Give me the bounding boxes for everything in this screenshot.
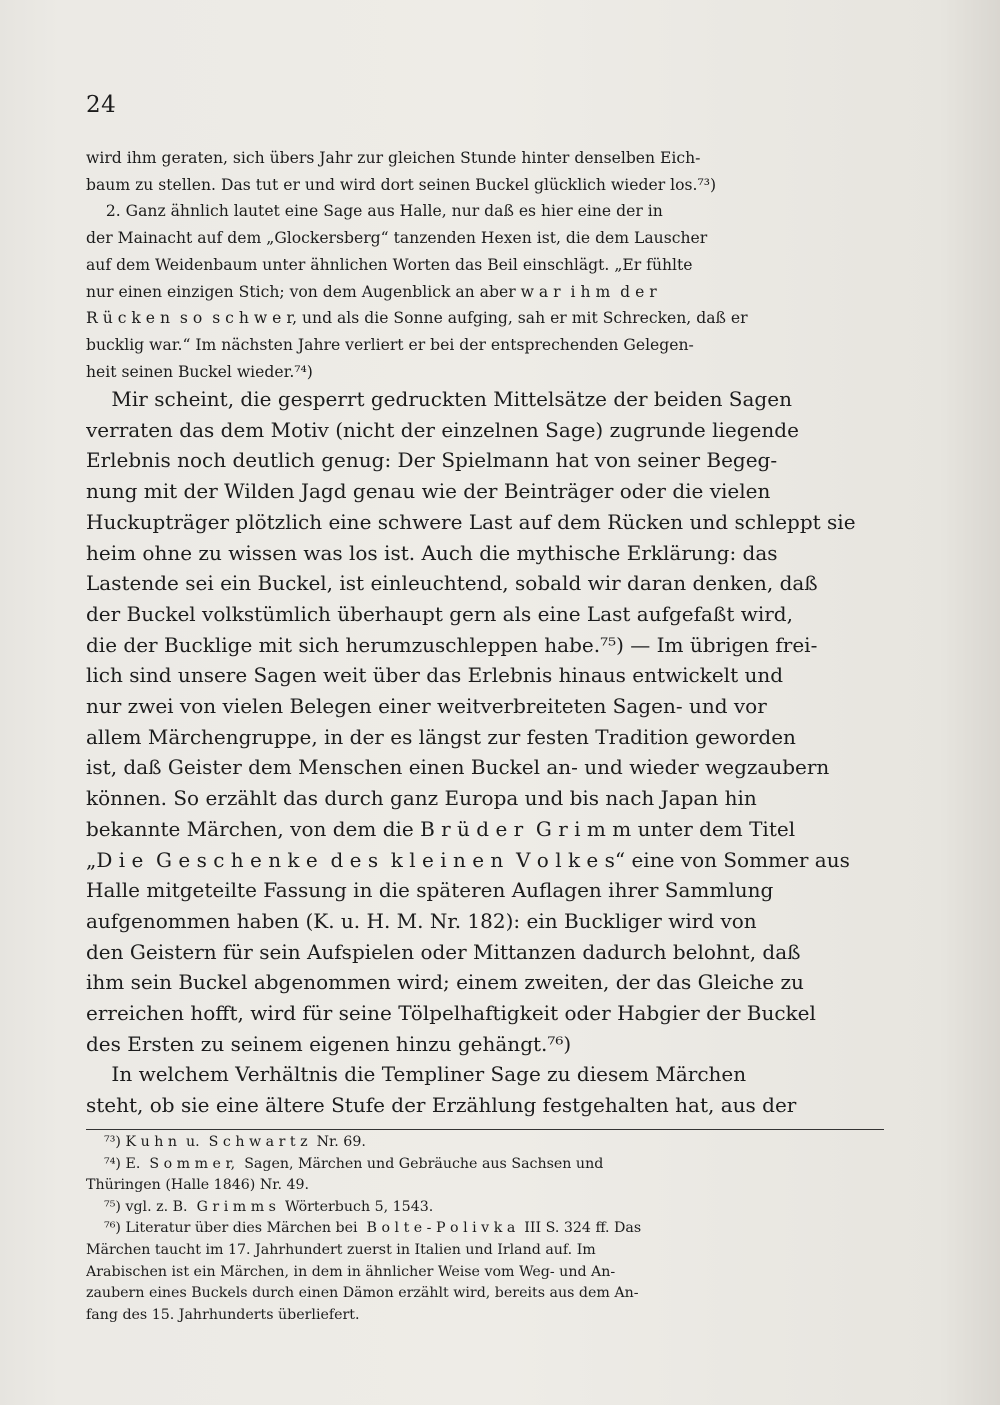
text-line: verraten das dem Motiv (nicht der einzelnen Sage) zugrunde liegende: [86, 417, 799, 442]
footnote-line: Thüringen (Halle 1846) Nr. 49.: [86, 1177, 310, 1194]
intro-paragraphs: [86, 145, 884, 385]
footnote-line: ⁷⁴) E. S o m m e r, Sagen, Märchen und Gebräuche aus Sachsen und: [86, 1155, 604, 1172]
footnote-line: ⁷⁵) vgl. z. B. G r i m m s Wörterbuch 5, 1543.: [86, 1198, 434, 1215]
footnote-line: Arabischen ist ein Märchen, in dem in ähnlicher Weise vom Weg- und An-: [86, 1263, 616, 1280]
text-line: wird ihm geraten, sich übers Jahr zur gleichen Stunde hinter denselben Eich-: [86, 149, 701, 167]
text-line: heim ohne zu wissen was los ist. Auch die mythische Erklärung: das: [86, 540, 778, 565]
text-line: Mir scheint, die gesperrt gedruckten Mittelsätze der beiden Sagen: [86, 387, 792, 411]
text-line: nung mit der Wilden Jagd genau wie der Beinträger oder die vielen: [86, 479, 771, 504]
text-line: heit seinen Buckel wieder.⁷⁴): [86, 362, 313, 381]
text-line: des Ersten zu seinem eigenen hinzu gehängt.⁷⁶): [86, 1031, 572, 1056]
text-line: Lastende sei ein Buckel, ist einleuchtend, sobald wir daran denken, daß: [86, 571, 818, 596]
text-line: bekannte Märchen, von dem die B r ü d e r G r i m m unter dem Titel: [86, 816, 796, 841]
text-line: der Mainacht auf dem „Glockersberg“ tanzenden Hexen ist, die dem Lauscher: [86, 229, 708, 248]
text-line: Erlebnis noch deutlich genug: Der Spielmann hat von seiner Begeg-: [86, 448, 778, 473]
text-line: aufgenommen haben (K. u. H. M. Nr. 182): ein Buckliger wird von: [86, 908, 757, 933]
main-paragraphs: [86, 384, 884, 1121]
text-line: bucklig war.“ Im nächsten Jahre verliert er bei der entsprechenden Gelegen-: [86, 335, 694, 354]
text-line: ist, daß Geister dem Menschen einen Buckel an- und wieder wegzaubern: [86, 755, 830, 780]
text-line: den Geistern für sein Aufspielen oder Mittanzen dadurch belohnt, daß: [86, 939, 801, 964]
text-line: können. So erzählt das durch ganz Europa und bis nach Japan hin: [86, 786, 757, 811]
text-line: allem Märchengruppe, in der es längst zur festen Tradition geworden: [86, 724, 796, 749]
text-line: die der Bucklige mit sich herumzuschleppen habe.⁷⁵) — Im übrigen frei-: [86, 632, 818, 657]
footnotes: [86, 1132, 884, 1326]
footnote-line: Märchen taucht im 17. Jahrhundert zuerst in Italien und Irland auf. Im: [86, 1241, 596, 1258]
text-line: nur zwei von vielen Belegen einer weitverbreiteten Sagen- und vor: [86, 694, 767, 719]
text-line: „D i e G e s c h e n k e d e s k l e i n e n V o l k e s“ eine von Sommer aus: [86, 847, 850, 872]
text-line: baum zu stellen. Das tut er und wird dort seinen Buckel glücklich wieder los.⁷³): [86, 175, 717, 194]
text-line: der Buckel volkstümlich überhaupt gern als eine Last aufgefaßt wird,: [86, 601, 793, 626]
text-line: steht, ob sie eine ältere Stufe der Erzählung festgehalten hat, aus der: [86, 1093, 797, 1118]
text-line: R ü c k e n s o s c h w e r, und als die Sonne aufging, sah er mit Schrecken, daß er: [86, 309, 748, 328]
footnote-divider: [86, 1129, 884, 1130]
footnote-line: ⁷⁶) Literatur über dies Märchen bei B o l t e - P o l i v k a III S. 324 ff. Das: [86, 1220, 642, 1237]
text-line: auf dem Weidenbaum unter ähnlichen Worten das Beil einschlägt. „Er fühlte: [86, 255, 693, 274]
footnote-line: zaubern eines Buckels durch einen Dämon erzählt wird, bereits aus dem An-: [86, 1285, 639, 1302]
text-line: 2. Ganz ähnlich lautet eine Sage aus Halle, nur daß es hier eine der in: [86, 202, 663, 221]
text-line: Huckupträger plötzlich eine schwere Last auf dem Rücken und schleppt sie: [86, 509, 856, 534]
page-number: 24: [86, 92, 117, 118]
text-line: lich sind unsere Sagen weit über das Erlebnis hinaus entwickelt und: [86, 663, 784, 688]
text-line: nur einen einzigen Stich; von dem Augenblick an aber w a r i h m d e r: [86, 282, 657, 301]
text-line: ihm sein Buckel abgenommen wird; einem zweiten, der das Gleiche zu: [86, 970, 804, 995]
footnote-line: ⁷³) K u h n u. S c h w a r t z Nr. 69.: [86, 1134, 366, 1150]
text-line: In welchem Verhältnis die Templiner Sage zu diesem Märchen: [86, 1062, 747, 1087]
text-line: Halle mitgeteilte Fassung in die späteren Auflagen ihrer Sammlung: [86, 878, 774, 903]
footnote-line: fang des 15. Jahrhunderts überliefert.: [86, 1306, 360, 1323]
text-line: erreichen hofft, wird für seine Tölpelhaftigkeit oder Habgier der Buckel: [86, 1001, 816, 1026]
